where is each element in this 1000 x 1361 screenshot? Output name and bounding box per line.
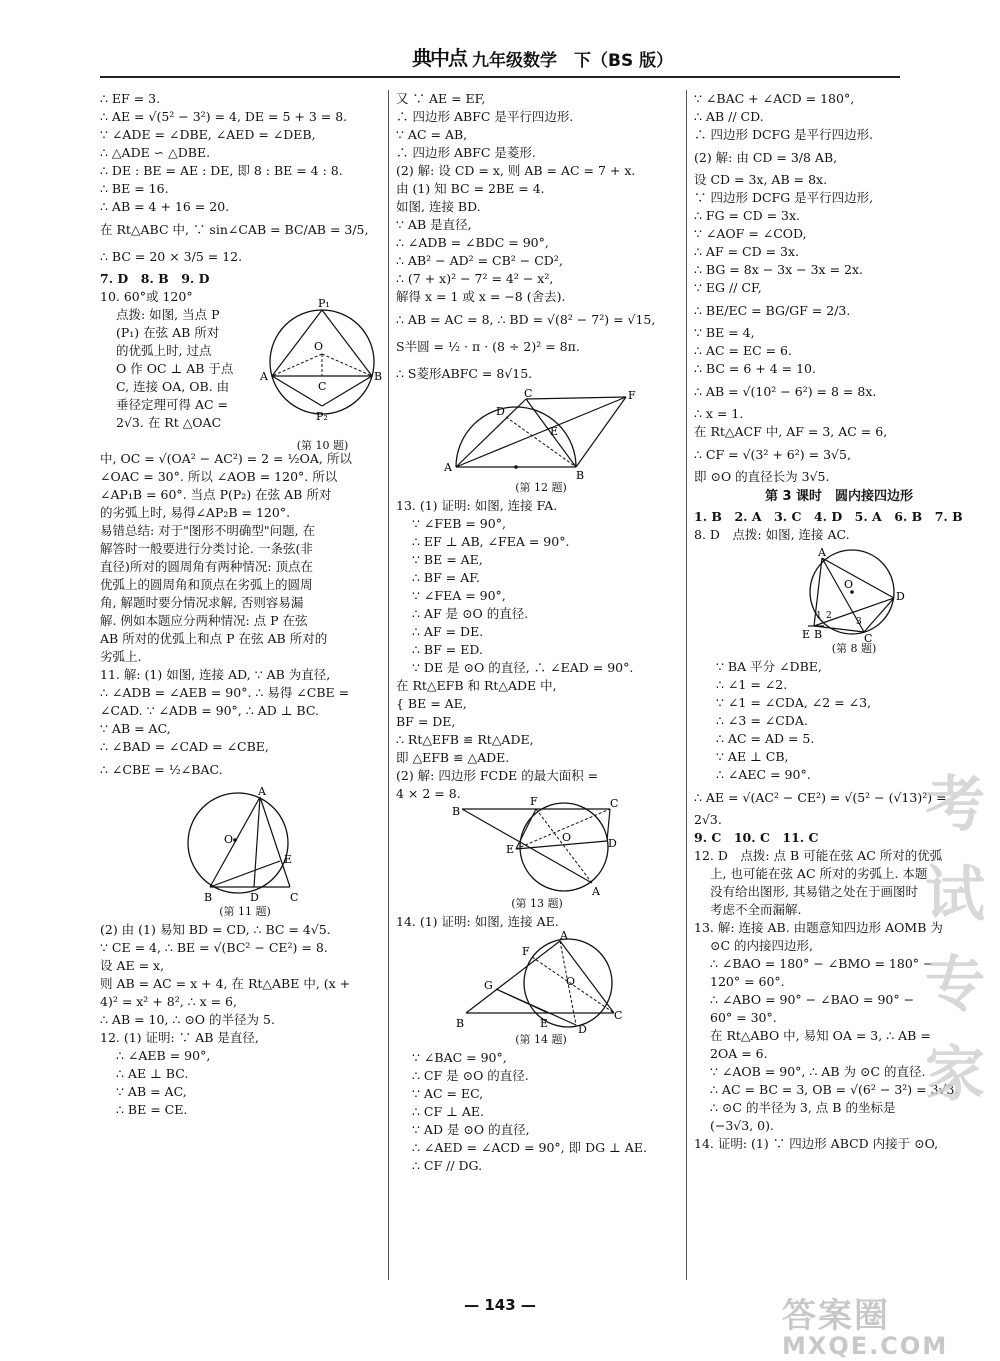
text-line: ∴ EF = 3.	[100, 91, 161, 106]
text-line: 2OA = 6.	[710, 1046, 768, 1061]
watermark-logo-text: 答案圈	[782, 1296, 890, 1336]
header-title: 九年级数学 下（BS 版）	[472, 51, 674, 71]
fig-label: E	[284, 853, 293, 866]
fig-label: D	[608, 837, 617, 850]
text-line: ∵ ∠BAC + ∠ACD = 180°,	[694, 91, 855, 106]
text-line: ∴ BG = 8x − 3x − 3x = 2x.	[694, 262, 863, 277]
figure-8-diagram	[794, 546, 914, 645]
fig-label: A	[258, 785, 266, 798]
text-line: (2) 由 (1) 易知 BD = CD, ∴ BC = 4√5.	[100, 922, 331, 937]
text-line: 在 Rt△ABO 中, 易知 OA = 3, ∴ AB =	[710, 1028, 931, 1043]
text-line: 直径)所对的圆周角有两种情况: 顶点在	[100, 559, 314, 574]
text-line: S半圆 = ½ · π · (8 ÷ 2)² = 8π.	[396, 339, 580, 354]
text-line: { BE = AE,	[396, 696, 467, 711]
answer-column-2	[396, 90, 680, 1175]
text-line: ∴ ∠CBE = ½∠BAC.	[100, 762, 223, 777]
text-line: ∴ Rt△EFB ≌ Rt△ADE,	[396, 732, 534, 747]
fig-label: D	[578, 1023, 587, 1036]
fig-label: 1	[816, 611, 822, 621]
fig-label: C	[524, 387, 533, 400]
text-line: 的劣弧上时, 易得∠AP₂B = 120°.	[100, 505, 291, 520]
text-line: 垂径定理可得 AC =	[116, 397, 229, 412]
answer-line: 7. D 8. B 9. D	[100, 271, 210, 286]
figure-caption: (第 8 题)	[831, 642, 877, 655]
text-line: 易错总结: 对于"图形不明确型"问题, 在	[100, 523, 316, 538]
text-line: ∵ DE 是 ⊙O 的直径, ∴ ∠EAD = 90°.	[412, 660, 634, 675]
problem-10-block	[100, 297, 390, 452]
text-line: 在 Rt△EFB 和 Rt△ADE 中,	[396, 678, 557, 693]
text-line: ∴ AB = √(10² − 6²) = 8 = 8x.	[694, 384, 877, 399]
figure-10	[260, 296, 385, 453]
text-line: 在 Rt△ACF 中, AF = 3, AC = 6,	[694, 424, 888, 439]
text-line: ∴ AC = AD = 5.	[716, 731, 815, 746]
side-watermark-stamp: 考 试 专 家	[925, 770, 985, 1110]
text-line: ∵ BE = AE,	[412, 552, 483, 567]
text-line: C, 连接 OA, OB. 由	[116, 379, 230, 394]
text-line: ∴ DE : BE = AE : DE, 即 8 : BE = 4 : 8.	[100, 163, 343, 178]
fig-label: D	[250, 891, 259, 904]
text-line: ∴ AF = CD = 3x.	[694, 244, 800, 259]
fig-label: A	[260, 370, 268, 383]
fig-label: A	[818, 546, 826, 559]
text-line: ∴ AB = AC = 8, ∴ BD = √(8² − 7²) = √15,	[396, 312, 656, 327]
text-line: ∴ AE = √(5² − 3²) = 4, DE = 5 + 3 = 8.	[100, 109, 348, 124]
fig-label: O	[566, 975, 576, 988]
text-line: 120° = 60°.	[710, 974, 785, 989]
text-line: ∵ AC = AB,	[396, 127, 468, 142]
figure-14	[456, 929, 626, 1047]
text-line: 由 (1) 知 BC = 2BE = 4.	[396, 181, 545, 196]
fig-label: P₂	[316, 410, 328, 423]
text-line: 12. D 点拨: 点 B 可能在弦 AC 所对的优弧	[694, 848, 943, 863]
text-line: 2√3. 在 Rt △OAC	[116, 415, 222, 430]
fig-label: 2	[826, 611, 832, 621]
text-line: ∴ AB = 10, ∴ ⊙O 的半径为 5.	[100, 1012, 275, 1027]
text-line: ∴ AE ⊥ BC.	[116, 1066, 189, 1081]
text-line: 劣弧上.	[100, 649, 142, 664]
text-line: 又 ∵ AE = EF,	[396, 91, 486, 106]
text-line: (−3√3, 0).	[710, 1118, 774, 1133]
figure-8	[794, 546, 914, 656]
fig-label: C	[318, 380, 327, 393]
text-line: 14. 证明: (1) ∵ 四边形 ABCD 内接于 ⊙O,	[694, 1136, 939, 1151]
fig-label: 3	[856, 617, 862, 627]
text-line: ∴ CF // DG.	[412, 1158, 483, 1173]
figure-caption: (第 11 题)	[219, 905, 271, 918]
text-line: ∵ 四边形 DCFG 是平行四边形,	[694, 190, 874, 205]
text-line: ⊙C 的内接四边形,	[710, 938, 813, 953]
text-line: 4 × 2 = 8.	[396, 786, 461, 801]
fig-label: G	[484, 979, 493, 992]
figure-10-diagram	[260, 296, 385, 436]
fig-label: B	[576, 469, 585, 482]
answer-line: 1. B 2. A 3. C 4. D 5. A 6. B 7. B	[694, 509, 963, 524]
text-line: ∴ 四边形 DCFG 是平行四边形.	[694, 127, 874, 142]
text-line: ∴ BC = 6 + 4 = 10.	[694, 361, 816, 376]
text-line: ∴ BE/EC = BG/GF = 2/3.	[694, 303, 851, 318]
text-line: ∵ AD 是 ⊙O 的直径,	[412, 1122, 530, 1137]
text-line: ∠OAC = 30°. 所以 ∠AOB = 120°. 所以	[100, 469, 338, 484]
figure-12	[436, 389, 646, 495]
fig-label: D	[496, 405, 505, 418]
text-line: ∴ S菱形ABFC = 8√15.	[396, 366, 533, 381]
text-line: (2) 解: 设 CD = x, 则 AB = AC = 7 + x.	[396, 163, 636, 178]
text-line: 4)² = x² + 8², ∴ x = 6,	[100, 994, 237, 1009]
text-line: ∴ x = 1.	[694, 406, 744, 421]
text-line: 解答时一般要进行分类讨论. 一条弦(非	[100, 541, 313, 556]
text-line: 13. 解: 连接 AB. 由题意知四边形 AOMB 为	[694, 920, 943, 935]
fig-label: E	[506, 843, 515, 856]
text-line: ∴ CF 是 ⊙O 的直径.	[412, 1068, 529, 1083]
text-line: ∴ BC = 20 × 3/5 = 12.	[100, 249, 243, 264]
text-line: 角, 解题时要分情况求解, 否则容易漏	[100, 595, 304, 610]
fig-label: E	[802, 628, 811, 641]
text-line: ∴ BF = AF.	[412, 570, 480, 585]
text-line: ∴ △ADE ∽ △DBE.	[100, 145, 211, 160]
text-line: ∵ ∠BAC = 90°,	[412, 1050, 507, 1065]
answer-column-1	[100, 90, 390, 1119]
figure-caption: (第 14 题)	[515, 1033, 567, 1046]
column-divider	[686, 90, 687, 1280]
text-line: 11. 解: (1) 如图, 连接 AD, ∵ AB 为直径,	[100, 667, 331, 682]
text-line: ∴ ∠BAO = 180° − ∠BMO = 180° −	[710, 956, 934, 971]
text-line: (2) 解: 由 CD = 3/8 AB,	[694, 150, 838, 165]
text-line: 考虑不全而漏解.	[710, 902, 802, 917]
text-line: ∵ AC = EC,	[412, 1086, 484, 1101]
text-line: O 作 OC ⊥ AB 于点	[116, 361, 234, 376]
text-line: ∴ ∠3 = ∠CDA.	[716, 713, 808, 728]
text-line: ∴ ⊙C 的半径为 3, 点 B 的坐标是	[710, 1100, 896, 1115]
figure-12-diagram	[436, 389, 646, 481]
text-line: ∵ AB 是直径,	[396, 217, 472, 232]
text-line: ∴ AB = 4 + 16 = 20.	[100, 199, 230, 214]
text-line: 60° = 30°.	[710, 1010, 777, 1025]
text-line: ∴ EF ⊥ AB, ∠FEA = 90°.	[412, 534, 570, 549]
fig-label: E	[540, 1017, 549, 1030]
text-line: ∴ ∠ADB = ∠BDC = 90°,	[396, 235, 549, 250]
page-number: — 143 —	[464, 1296, 536, 1314]
figure-caption: (第 13 题)	[511, 897, 563, 910]
text-line: ∵ ∠ADE = ∠DBE, ∠AED = ∠DEB,	[100, 127, 316, 142]
text-line: ∴ 四边形 ABFC 是菱形.	[396, 145, 536, 160]
text-line: 设 CD = 3x, AB = 8x.	[694, 172, 828, 187]
figure-13-diagram	[452, 795, 622, 898]
page-header	[100, 40, 900, 78]
answer-line: 10. 60°或 120°	[100, 289, 193, 304]
text-line: 设 AE = x,	[100, 958, 165, 973]
fig-label: F	[522, 945, 530, 958]
text-line: ∴ BE = 16.	[100, 181, 169, 196]
text-line: 没有给出图形, 其易错之处在于画图时	[710, 884, 918, 899]
text-line: 8. D 点拨: 如图, 连接 AC.	[694, 527, 850, 542]
text-line: 即 ⊙O 的直径长为 3√5.	[694, 469, 830, 484]
text-line: ∴ ∠ADB = ∠AEB = 90°. ∴ 易得 ∠CBE =	[100, 685, 350, 700]
fig-label: D	[896, 590, 905, 603]
text-line: 优弧上的圆周角和顶点在劣弧上的圆周	[100, 577, 313, 592]
site-watermark	[782, 1298, 998, 1360]
text-line: 14. (1) 证明: 如图, 连接 AE.	[396, 914, 559, 929]
text-line: ∵ BA 平分 ∠DBE,	[716, 659, 822, 674]
text-line: ∴ FG = CD = 3x.	[694, 208, 800, 223]
text-line: ∵ ∠FEB = 90°,	[412, 516, 506, 531]
text-line: 13. (1) 证明: 如图, 连接 FA.	[396, 498, 558, 513]
fig-label: E	[550, 425, 559, 438]
text-line: 点拨: 如图, 当点 P	[116, 307, 220, 322]
fig-label: C	[290, 891, 299, 904]
text-line: 中, OC = √(OA² − AC²) = 2 = ½OA, 所以	[100, 451, 352, 466]
text-line: ∵ BE = 4,	[694, 325, 755, 340]
text-line: ∴ AB² − AD² = CB² − CD²,	[396, 253, 563, 268]
text-line: 2√3.	[694, 812, 722, 827]
text-line: ∵ ∠AOF = ∠COD,	[694, 226, 807, 241]
text-line: ∵ ∠1 = ∠CDA, ∠2 = ∠3,	[716, 695, 872, 710]
text-line: ∴ ∠AEC = 90°.	[716, 767, 811, 782]
text-line: ∵ AE ⊥ CB,	[716, 749, 789, 764]
fig-label: A	[444, 461, 452, 474]
fig-label: C	[864, 632, 873, 645]
figure-caption: (第 10 题)	[296, 439, 349, 452]
figure-14-diagram	[456, 929, 626, 1036]
fig-label: B	[204, 891, 213, 904]
text-line: ∵ AB = AC,	[100, 721, 171, 736]
text-line: ∴ 四边形 ABFC 是平行四边形.	[396, 109, 574, 124]
fig-label: P₁	[318, 297, 330, 310]
figure-11	[180, 785, 310, 919]
fig-label: O	[224, 833, 234, 846]
text-line: ∴ AC = BC = 3, OB = √(6² − 3²) = 3√3.	[710, 1082, 959, 1097]
text-line: ∵ AB = AC,	[116, 1084, 187, 1099]
text-line: (P₁) 在弦 AB 所对	[116, 325, 220, 340]
fig-label: O	[314, 340, 324, 353]
text-line: 则 AB = AC = x + 4, 在 Rt△ABE 中, (x +	[100, 976, 351, 991]
text-line: ∴ ∠1 = ∠2.	[716, 677, 788, 692]
text-line: 即 △EFB ≌ △ADE.	[396, 750, 510, 765]
text-line: ∴ AE = √(AC² − CE²) = √(5² − (√13)²) =	[694, 790, 947, 805]
fig-label: C	[610, 797, 619, 810]
text-line: ∵ ∠FEA = 90°,	[412, 588, 506, 603]
fig-label: B	[814, 628, 823, 641]
fig-label: F	[628, 389, 636, 402]
text-line: (2) 解: 四边形 FCDE 的最大面积 =	[396, 768, 599, 783]
section-title: 第 3 课时 圆内接四边形	[764, 489, 914, 504]
text-line: ∠CAD. ∵ ∠ADB = 90°, ∴ AD ⊥ BC.	[100, 703, 319, 718]
figure-11-diagram	[180, 785, 310, 905]
text-line: AB 所对的优弧上和点 P 在弦 AB 所对的	[100, 631, 328, 646]
text-line: 在 Rt△ABC 中, ∵ sin∠CAB = BC/AB = 3/5,	[100, 222, 369, 237]
text-line: ∴ ∠BAD = ∠CAD = ∠CBE,	[100, 739, 269, 754]
fig-label: C	[614, 1009, 623, 1022]
fig-label: A	[560, 929, 568, 942]
figure-13	[452, 795, 622, 911]
fig-label: A	[592, 885, 600, 898]
text-line: ∴ AF 是 ⊙O 的直径.	[412, 606, 529, 621]
text-line: ∴ ∠ABO = 90° − ∠BAO = 90° −	[710, 992, 915, 1007]
text-line: ∴ AC = EC = 6.	[694, 343, 792, 358]
text-line: ∴ BE = CE.	[116, 1102, 188, 1117]
book-logo: 典中点	[412, 46, 466, 70]
text-line: 上, 也可能在弦 AC 所对的劣弧上. 本题	[710, 866, 928, 881]
text-line: 的优弧上时, 过点	[116, 343, 212, 358]
text-line: BF = DE,	[396, 714, 456, 729]
text-line: ∠AP₁B = 60°. 当点 P(P₂) 在弦 AB 所对	[100, 487, 332, 502]
text-line: ∴ ∠AED = ∠ACD = 90°, 即 DG ⊥ AE.	[412, 1140, 647, 1155]
watermark-url: MXQE.COM	[782, 1332, 949, 1360]
text-line: ∵ CE = 4, ∴ BE = √(BC² − CE²) = 8.	[100, 940, 328, 955]
figure-caption: (第 12 题)	[515, 481, 567, 494]
text-line: ∴ BF = ED.	[412, 642, 483, 657]
text-line: ∵ ∠AOB = 90°, ∴ AB 为 ⊙C 的直径.	[710, 1064, 926, 1079]
fig-label: B	[456, 1017, 465, 1030]
text-line: ∴ CF = √(3² + 6²) = 3√5,	[694, 447, 851, 462]
fig-label: O	[844, 578, 854, 591]
fig-label: B	[374, 370, 383, 383]
text-line: 12. (1) 证明: ∵ AB 是直径,	[100, 1030, 259, 1045]
fig-label: B	[452, 805, 461, 818]
text-line: ∴ AF = DE.	[412, 624, 484, 639]
text-line: ∴ ∠AEB = 90°,	[116, 1048, 211, 1063]
text-line: 解. 例如本题应分两种情况: 点 P 在弦	[100, 613, 308, 628]
text-line: ∴ AB // CD.	[694, 109, 764, 124]
fig-label: F	[530, 795, 538, 808]
text-line: 如图, 连接 BD.	[396, 199, 481, 214]
text-line: ∴ CF ⊥ AE.	[412, 1104, 484, 1119]
fig-label: O	[562, 831, 572, 844]
answer-line: 9. C 10. C 11. C	[694, 830, 819, 845]
text-line: ∵ EG // CF,	[694, 280, 762, 295]
text-line: 解得 x = 1 或 x = −8 (舍去).	[396, 289, 566, 304]
text-line: ∴ (7 + x)² − 7² = 4² − x²,	[396, 271, 554, 286]
